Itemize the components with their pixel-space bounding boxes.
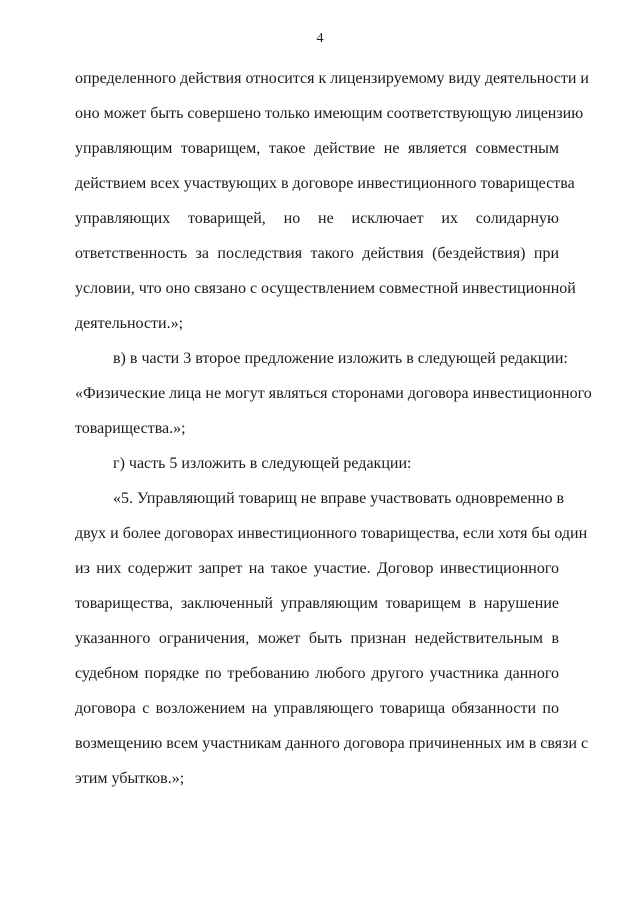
text-line: товарищества.»; bbox=[75, 420, 186, 437]
text-line: «Физические лица не могут являться сторонами договора инвестиционного bbox=[75, 385, 592, 402]
text-line: товарищества, заключенный управляющим товарищем в нарушение bbox=[75, 595, 559, 612]
text-line: возмещению всем участникам данного договора причиненных им в связи с bbox=[75, 735, 589, 752]
page-number: 4 bbox=[316, 31, 324, 46]
text-line: в) в части 3 второе предложение изложить в следующей редакции: bbox=[113, 350, 568, 367]
text-line: деятельности.»; bbox=[75, 315, 184, 332]
text-line: «5. Управляющий товарищ не вправе участвовать одновременно в bbox=[113, 490, 565, 507]
text-line: из них содержит запрет на такое участие. Договор инвестиционного bbox=[75, 560, 559, 577]
text-line: управляющим товарищем, такое действие не является совместным bbox=[75, 140, 559, 157]
text-line: управляющих товарищей, но не исключает их солидарную bbox=[75, 210, 559, 227]
text-line: судебном порядке по требованию любого другого участника данного bbox=[75, 665, 559, 682]
text-line: двух и более договорах инвестиционного товарищества, если хотя бы один bbox=[75, 525, 588, 542]
text-line: оно может быть совершено только имеющим соответствующую лицензию bbox=[75, 105, 584, 122]
text-line: договора с возложением на управляющего товарища обязанности по bbox=[75, 700, 559, 717]
text-line: г) часть 5 изложить в следующей редакции: bbox=[113, 455, 412, 472]
text-line: действием всех участвующих в договоре инвестиционного товарищества bbox=[75, 175, 575, 192]
text-line: условии, что оно связано с осуществлением совместной инвестиционной bbox=[75, 280, 576, 297]
text-line: ответственность за последствия такого действия (бездействия) при bbox=[75, 245, 559, 262]
text-line: определенного действия относится к лицензируемому виду деятельности и bbox=[75, 70, 589, 87]
text-line: этим убытков.»; bbox=[75, 770, 185, 787]
text-line: указанного ограничения, может быть признан недействительным в bbox=[75, 630, 559, 647]
